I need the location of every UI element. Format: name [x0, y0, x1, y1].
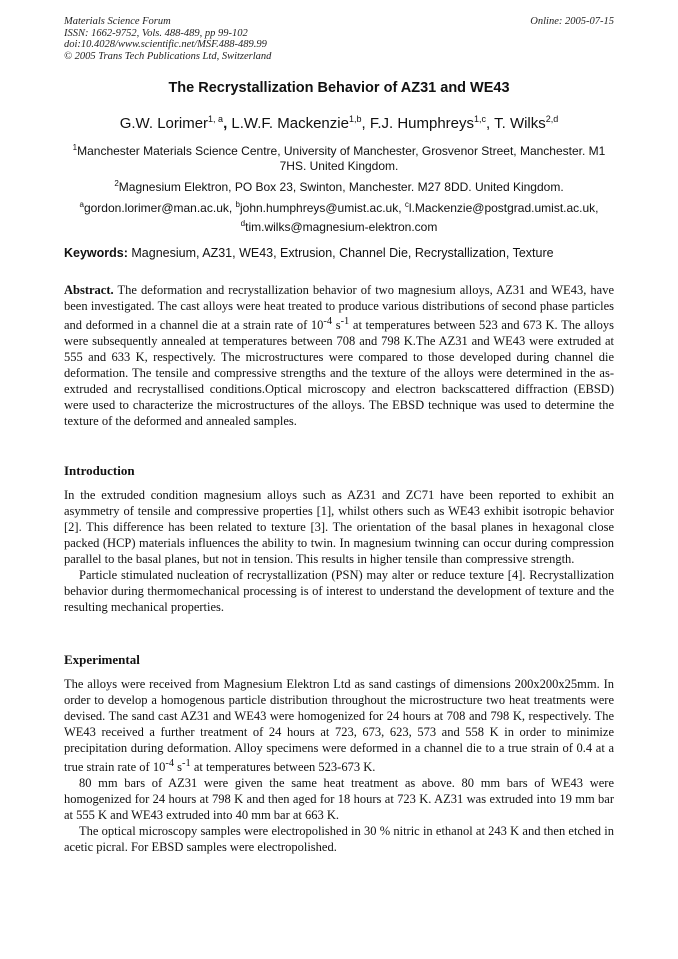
affiliation-sup: 2	[114, 179, 119, 188]
affiliation-text: Manchester Materials Science Centre, University of Manchester, Grosvenor Street, Manchester. M1 7HS. United Kingdom.	[77, 144, 606, 173]
online-date: Online: 2005-07-15	[530, 16, 614, 27]
affiliation-text: Magnesium Elektron, PO Box 23, Swinton, Manchester. M27 8DD. United Kingdom.	[118, 180, 564, 194]
exponent: -1	[182, 758, 191, 769]
journal-name: Materials Science Forum	[64, 16, 171, 27]
copyright-line: © 2005 Trans Tech Publications Ltd, Switzerland	[64, 50, 272, 62]
author-affiliation-sup: 2,d	[545, 114, 559, 124]
journal-header	[64, 16, 271, 62]
keywords-label: Keywords:	[64, 246, 128, 260]
exponent: -1	[340, 316, 350, 327]
abstract-label: Abstract.	[64, 283, 114, 297]
paragraph: The optical microscopy samples were electropolished in 30 % nitric in ethanol at 243 K and then etched in acetic picral. For EBSD samples were electropolished.	[64, 824, 614, 855]
email-link[interactable]: tim.wilks@magnesium-elektron.com	[245, 220, 438, 234]
paragraph: In the extruded condition magnesium alloys such as AZ31 and ZC71 have been reported to exhibit an asymmetry of tensile and compressive properties [1], whilst others such as WE43 exhibit isotropic behavior [2]. This difference has been related to texture [3]. The orientation of the basal planes in hexagonal close packed (HCP) materials influences the ability to twin. In magnesium twinning can occur during compression parallel to the basal planes, but not in tension. This results in higher tensile than compressive strength.	[64, 488, 614, 566]
doi-line: doi:10.4028/www.scientific.net/MSF.488-489.99	[64, 39, 267, 50]
author-name: G.W. Lorimer	[119, 115, 209, 132]
author-affiliation-sup: 1, a	[208, 114, 224, 124]
paragraph: 80 mm bars of AZ31 were given the same heat treatment as above. 80 mm bars of WE43 were homogenized for 24 hours at 798 K and then aged for 18 hours at 723 K. AZ31 was extruded into 19 mm bar at 555 K and WE43 extruded into 40 mm bar at 663 K.	[64, 776, 614, 823]
exponent: -4	[165, 758, 175, 769]
email-link[interactable]: l.Mackenzie@postgrad.umist.ac.uk,	[408, 201, 599, 215]
author-name: T. Wilks	[494, 115, 546, 132]
introduction-section	[64, 487, 614, 615]
paper-title: The Recrystallization Behavior of AZ31 and WE43	[168, 80, 510, 96]
issn-line: ISSN: 1662-9752, Vols. 488-489, pp 99-102	[64, 27, 248, 39]
email-link[interactable]: gordon.lorimer@man.ac.uk,	[83, 201, 236, 215]
exponent: -4	[323, 316, 333, 327]
affiliation-sup: 1	[72, 143, 78, 152]
keywords-line	[64, 246, 614, 260]
email-sup: a	[79, 200, 84, 209]
abstract-text: s	[332, 318, 341, 333]
paragraph-text: at temperatures between 523-673 K.	[190, 760, 376, 775]
keywords-text: Magnesium, AZ31, WE43, Extrusion, Channel Die, Recrystallization, Texture	[127, 246, 554, 260]
abstract-text: The deformation and recrystallization behavior of two magnesium alloys, AZ31 and WE43, have been investigated. The cast alloys were heat treated to produce various distributions of second phase particles and deformed in a channel die at a strain rate of 10	[64, 283, 614, 333]
email-sup: c	[404, 200, 409, 209]
email-link[interactable]: john.humphreys@umist.ac.uk,	[239, 201, 405, 215]
author-affiliation-sup: 1,c	[474, 114, 487, 124]
author-name: L.W.F. Mackenzie	[231, 115, 349, 132]
paragraph-text: The alloys were received from Magnesium Elektron Ltd as sand castings of dimensions 200x200x25mm. In order to develop a homogenous particle distribution throughout the microstructure two heat treatments were devised. The sand cast AZ31 and WE43 were homogenized for 24 hours at 708 and 798 K, respectively. The WE43 received a further treatment of 24 hours at 723, 673, 623, 573 and 558 K in order to minimize precipitation during deformation. Alloy specimens were deformed in a channel die to a true strain of 0.4 at a true strain rate of 10	[64, 677, 614, 775]
author-list: G.W. Lorimer$^{1, a}$, L.W.F. Mackenzie$^{1,b}$, F.J. Humphreys$^{1,c}$, T. Wilks$^{2,d}$	[119, 114, 559, 132]
paragraph-text: s	[174, 760, 183, 775]
paragraph: Particle stimulated nucleation of recrystallization (PSN) may alter or reduce texture [4]. Recrystallization behavior during thermomechanical processing is of interest to understand the development of texture and the resulting mechanical properties.	[64, 568, 614, 614]
author-name: F.J. Humphreys	[369, 115, 475, 132]
affiliation-2	[64, 176, 614, 195]
introduction-heading: Introduction	[64, 463, 135, 478]
email-list	[64, 197, 614, 235]
abstract-text: at temperatures between 523 and 673 K. The alloys were subsequently annealed at temperatures between 708 and 798 K.The AZ31 and WE43 were extruded at 555 and 633 K, respectively. The microstructures were compared to those developed during channel die deformation. The tensile and compressive strengths and the texture of the alloys were determined in the as-extruded and recrystallised conditions.Optical microscopy and electron backscattered diffraction (EBSD) were used to characterize the microstructures of the alloys. The EBSD technique was used to determine the texture of the deformed and annealed samples.	[64, 318, 614, 429]
paragraph	[64, 676, 614, 775]
experimental-heading: Experimental	[64, 652, 140, 667]
experimental-section	[64, 676, 614, 855]
abstract-section	[64, 282, 614, 429]
email-sup: d	[240, 219, 246, 228]
email-sup: b	[235, 200, 240, 209]
author-affiliation-sup: 1,b	[348, 114, 362, 124]
affiliation-1	[64, 140, 614, 174]
